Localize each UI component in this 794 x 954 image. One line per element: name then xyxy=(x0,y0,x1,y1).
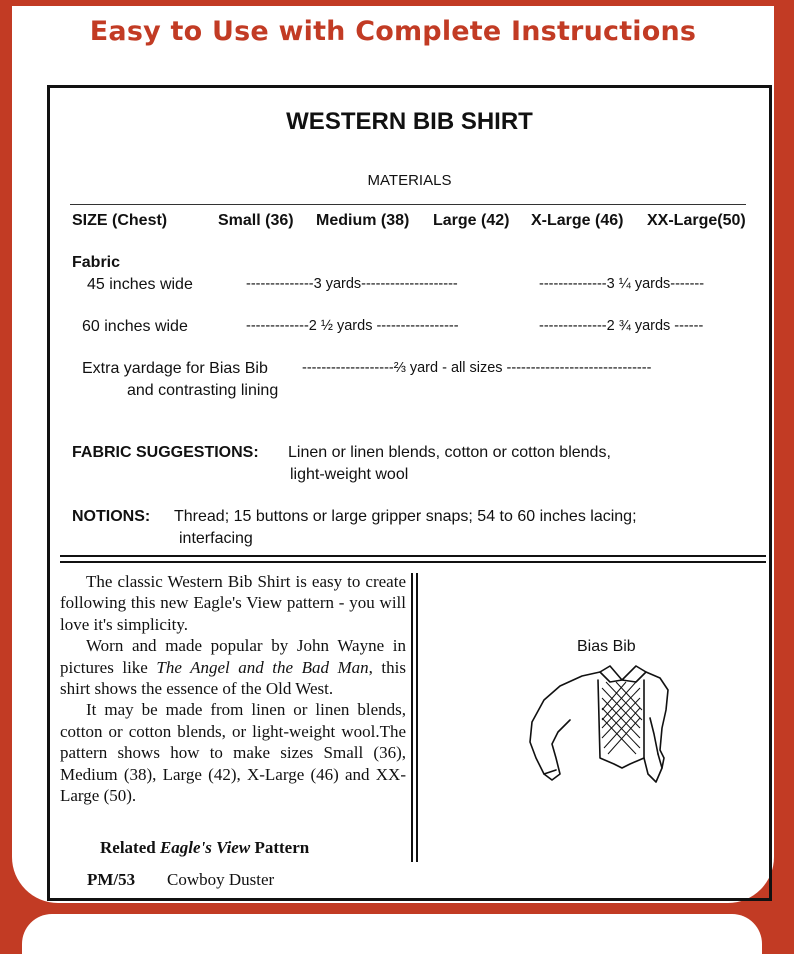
suggestions-label: FABRIC SUGGESTIONS: xyxy=(72,444,259,461)
materials-heading: MATERIALS xyxy=(367,172,452,189)
fabric-45-label: 45 inches wide xyxy=(87,276,193,293)
notions-line-1: Thread; 15 buttons or large gripper snaps; 54 to 60 inches lacing; xyxy=(174,508,637,525)
column-divider-left xyxy=(411,573,413,862)
illustration-caption: Bias Bib xyxy=(577,638,636,655)
suggestions-line-1: Linen or linen blends, cotton or cotton blends, xyxy=(288,444,611,461)
section-divider-bottom xyxy=(60,561,766,563)
bias-bib xyxy=(598,680,644,768)
related-brand: Eagle's View xyxy=(159,838,251,857)
pattern-title: WESTERN BIB SHIRT xyxy=(286,108,533,135)
shirt-illustration xyxy=(522,658,682,788)
notions-label: NOTIONS: xyxy=(72,508,151,525)
description-paragraph-2 xyxy=(60,635,406,699)
fabric-45-small-range: --------------3 yards-------------------- xyxy=(246,276,458,292)
related-suffix: Pattern xyxy=(250,838,310,857)
section-divider-top xyxy=(60,555,766,557)
left-sleeve xyxy=(530,672,600,780)
description-paragraph-1: The classic Western Bib Shirt is easy to create following this new Eagle's View pattern - you will love it's simplicity. xyxy=(60,572,406,634)
bib-crosshatch xyxy=(602,682,642,754)
size-medium: Medium (38) xyxy=(316,212,410,229)
right-side xyxy=(646,672,668,768)
fabric-60-large-range: --------------2 ¾ yards ------ xyxy=(539,318,704,334)
materials-rule xyxy=(70,204,746,205)
collar xyxy=(600,666,646,682)
column-divider-right xyxy=(416,573,418,862)
extra-yardage-label-2: and contrasting lining xyxy=(127,382,279,399)
pattern-card xyxy=(12,6,774,903)
description-p2-end: , this shirt shows the essence of the Old West. xyxy=(60,657,406,699)
header-banner: Easy to Use with Complete Instructions xyxy=(89,16,697,47)
related-pattern-code: PM/53 xyxy=(87,870,136,889)
extra-yardage-value: -------------------⅔ yard - all sizes ------------------------------ xyxy=(302,360,652,376)
notions-line-2: interfacing xyxy=(179,530,253,547)
size-xlarge: X-Large (46) xyxy=(531,212,624,229)
size-label: SIZE (Chest) xyxy=(72,212,168,229)
size-small: Small (36) xyxy=(218,212,294,229)
fabric-45-large-range: --------------3 ¼ yards------- xyxy=(539,276,705,292)
fabric-label: Fabric xyxy=(72,254,121,271)
fabric-60-small-range: -------------2 ½ yards ----------------- xyxy=(246,318,459,334)
info-box xyxy=(47,85,772,901)
fabric-60-label: 60 inches wide xyxy=(82,318,188,335)
movie-title: The Angel and the Bad Man xyxy=(156,657,369,677)
suggestions-line-2: light-weight wool xyxy=(290,466,409,483)
extra-yardage-label-1: Extra yardage for Bias Bib xyxy=(82,360,268,377)
related-prefix: Related xyxy=(100,838,160,857)
description-text xyxy=(60,571,406,806)
description-paragraph-3: It may be made from linen or linen blends, cotton or cotton blends, or light-weight wool.The pattern shows how to make sizes Small (36), Medium (38), Large (42), X-Large (46) and XX-Large (50). xyxy=(60,700,406,806)
size-large: Large (42) xyxy=(433,212,510,229)
next-card-edge xyxy=(22,914,762,954)
related-pattern-heading xyxy=(100,838,309,858)
related-pattern-name: Cowboy Duster xyxy=(167,870,275,889)
description-p2-start: Worn and made popular by John Wayne in pictures like xyxy=(60,636,406,677)
size-xxlarge: XX-Large(50) xyxy=(647,212,746,229)
